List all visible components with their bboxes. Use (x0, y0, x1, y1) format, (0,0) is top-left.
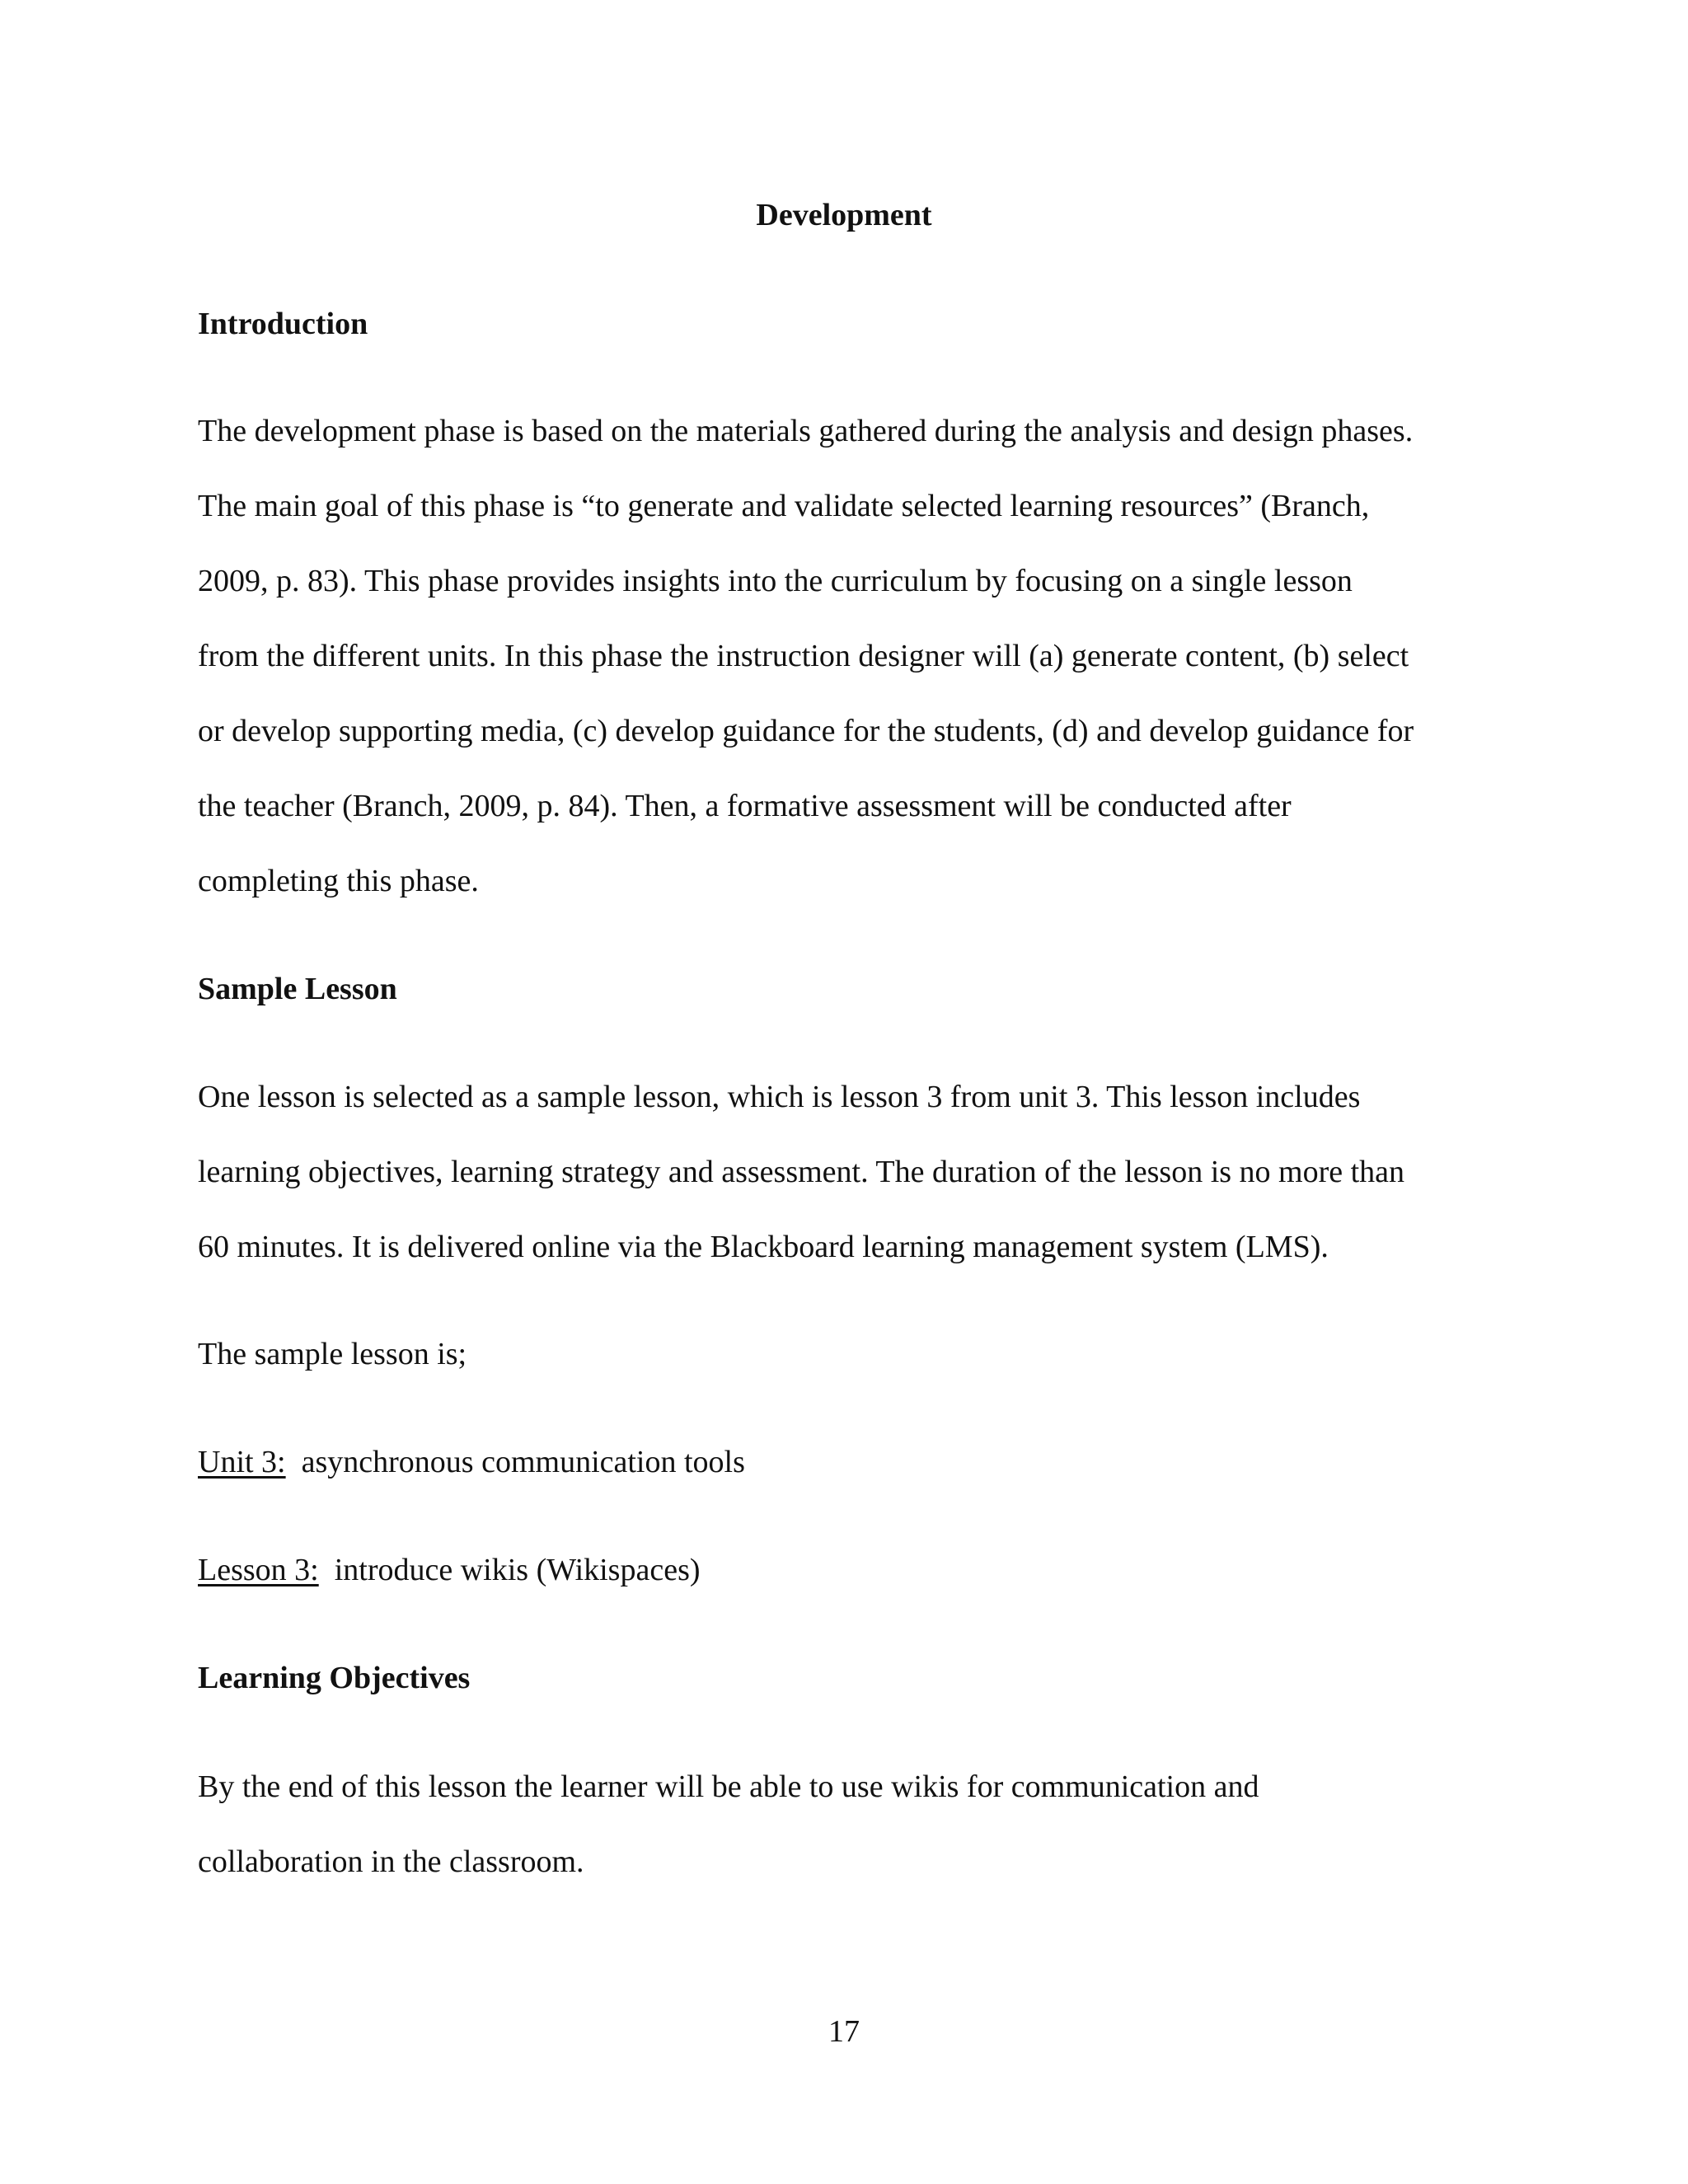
sample-lesson-line-3: 60 minutes. It is delivered online via the Blackboard learning management system (LMS). (198, 1230, 1329, 1264)
learning-objectives-line-1: By the end of this lesson the learner will be able to use wikis for communication and (198, 1769, 1259, 1804)
sample-lesson-line-2: learning objectives, learning strategy and assessment. The duration of the lesson is no more than (198, 1155, 1405, 1189)
sample-lesson-line-1: One lesson is selected as a sample lesson, which is lesson 3 from unit 3. This lesson includes (198, 1080, 1361, 1114)
unit-text: asynchronous communication tools (301, 1445, 745, 1479)
learning-objectives-line-2: collaboration in the classroom. (198, 1844, 584, 1879)
introduction-line-5: or develop supporting media, (c) develop guidance for the students, (d) and develop guidance for (198, 714, 1414, 748)
introduction-line-7: completing this phase. (198, 864, 479, 898)
introduction-heading: Introduction (198, 307, 368, 341)
learning-objectives-heading: Learning Objectives (198, 1661, 471, 1695)
introduction-line-1: The development phase is based on the materials gathered during the analysis and design phases. (198, 414, 1414, 448)
unit-label: Unit 3: (198, 1445, 286, 1479)
introduction-line-2: The main goal of this phase is “to generate and validate selected learning resources” (Branch, (198, 489, 1370, 523)
lesson-text: introduce wikis (Wikispaces) (334, 1553, 701, 1587)
unit-line (198, 1441, 745, 1483)
lesson-line (198, 1549, 701, 1591)
sample-lesson-heading: Sample Lesson (198, 972, 397, 1006)
lesson-label: Lesson 3: (198, 1553, 319, 1587)
sample-lesson-intro: The sample lesson is; (198, 1337, 467, 1371)
page-number: 17 (828, 2014, 860, 2049)
introduction-line-4: from the different units. In this phase the instruction designer will (a) generate content, (b) select (198, 639, 1409, 673)
introduction-line-6: the teacher (Branch, 2009, p. 84). Then, a formative assessment will be conducted after (198, 789, 1292, 823)
introduction-line-3: 2009, p. 83). This phase provides insights into the curriculum by focusing on a single lesson (198, 564, 1353, 598)
page-title: Development (756, 198, 932, 232)
